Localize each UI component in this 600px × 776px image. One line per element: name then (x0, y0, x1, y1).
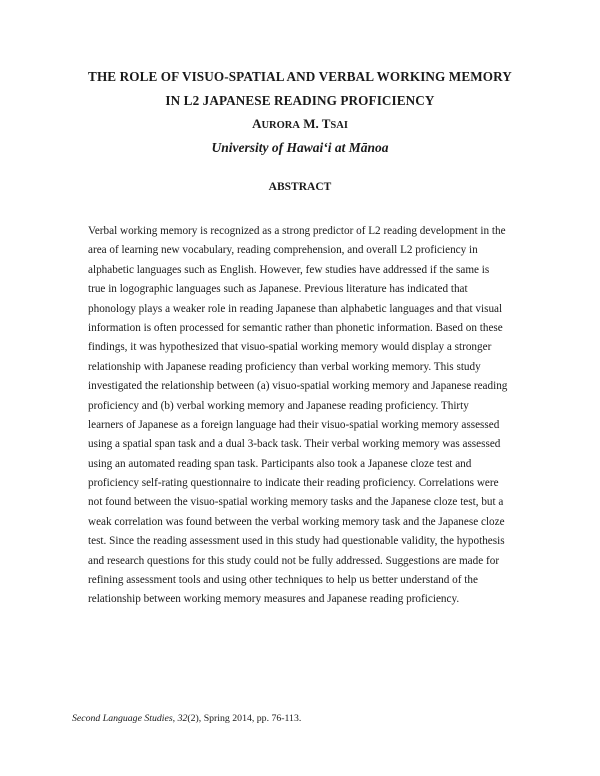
abstract-line: relationship with Japanese reading proficiency than verbal working memory. This study (88, 360, 481, 373)
abstract-line: relationship between working memory measures and Japanese reading proficiency. (88, 593, 460, 606)
abstract-line: proficiency and (b) verbal working memory and Japanese reading proficiency. Thirty (88, 399, 469, 412)
abstract-line: investigated the relationship between (a) visuo-spatial working memory and Japanese reading (88, 380, 508, 393)
abstract-body (88, 222, 548, 610)
author-middle: M. T (303, 116, 331, 131)
abstract-line: using a spatial span task and a dual 3-back task. Their verbal working memory was assessed (88, 438, 501, 451)
abstract-line: area of learning new vocabulary, reading comprehension, and overall L2 proficiency in (88, 244, 478, 257)
author-affiliation: University of Hawai‘i at Mānoa (211, 140, 389, 155)
citation-footer (72, 713, 301, 725)
author-initial: A (252, 116, 262, 131)
paper-title-line-2: IN L2 JAPANESE READING PROFICIENCY (165, 93, 435, 108)
abstract-line: and research questions for this study could not be fully addressed. Suggestions are made for (88, 554, 500, 567)
author-last-name-rest: SAI (330, 120, 348, 131)
abstract-line: not found between the visuo-spatial working memory tasks and the Japanese cloze test, but a (88, 496, 504, 509)
abstract-line: refining assessment tools and using other techniques to help us better understand of the (88, 574, 478, 587)
abstract-line: information is often processed for semantic rather than phonetic information. Based on these (88, 321, 503, 334)
abstract-line: weak correlation was found between the verbal working memory task and the Japanese cloze (88, 515, 505, 528)
abstract-line: learners of Japanese as a foreign language had their visuo-spatial working memory assessed (88, 418, 500, 431)
abstract-line: using an automated reading span task. Participants also took a Japanese cloze test and (88, 457, 472, 470)
author-first-name-rest: URORA (261, 120, 300, 131)
author-name (0, 115, 600, 134)
footer-issue-pages: (2), Spring 2014, pp. 76-113. (187, 713, 302, 724)
abstract-line: phonology plays a weaker role in reading Japanese than alphabetic languages and that visual (88, 302, 503, 315)
abstract-line: findings, it was hypothesized that visuo-spatial working memory would display a stronger (88, 341, 492, 354)
paper-title-line-1: THE ROLE OF VISUO-SPATIAL AND VERBAL WORKING MEMORY (88, 69, 512, 84)
abstract-line: Verbal working memory is recognized as a strong predictor of L2 reading development in the (88, 225, 506, 237)
abstract-line: alphabetic languages such as English. However, few studies have addressed if the same is (88, 263, 490, 276)
abstract-line: test. Since the reading assessment used in this study had questionable validity, the hypothesis (88, 535, 505, 548)
abstract-heading: ABSTRACT (268, 181, 332, 193)
abstract-line: true in logographic languages such as Japanese. Previous literature has indicated that (88, 283, 468, 296)
abstract-line: proficiency self-rating questionnaire to indicate their reading proficiency. Correlations were (88, 477, 499, 490)
footer-journal: Second Language Studies, 32 (72, 713, 188, 724)
